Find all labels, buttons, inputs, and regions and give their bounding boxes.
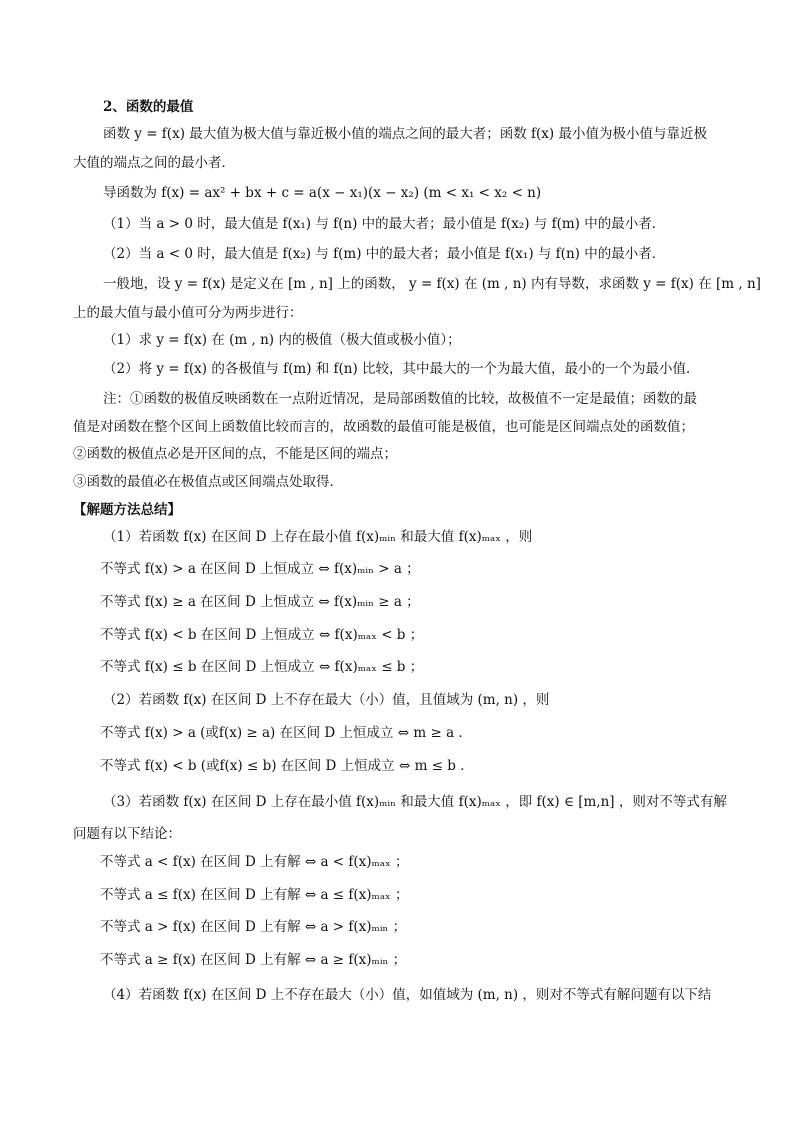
section-heading: 2、函数的最值 bbox=[103, 99, 194, 115]
note-line: 注：①函数的极值反映函数在一点附近情况，是局部函数值的比较，故极值不一定是最值；函数的最 bbox=[103, 391, 697, 407]
inequality-line: 不等式 a > f(x) 在区间 D 上有解 ⇔ a > f(x)ₘᵢₙ ； bbox=[100, 919, 407, 935]
paragraph-line: （1）若函数 f(x) 在区间 D 上存在最小值 f(x)ₘᵢₙ 和最大值 f(x)ₘₐₓ ，则 bbox=[103, 529, 533, 545]
paragraph-line: （2）若函数 f(x) 在区间 D 上不存在最大（小）值，且值域为 (m, n) ，则 bbox=[103, 692, 550, 708]
inequality-line: 不等式 f(x) < b (或f(x) ≤ b) 在区间 D 上恒成立 ⇔ m ≤ b ． bbox=[100, 758, 474, 774]
inequality-line: 不等式 f(x) < b 在区间 D 上恒成立 ⇔ f(x)ₘₐₓ < b ； bbox=[100, 627, 424, 643]
inequality-line: 不等式 a < f(x) 在区间 D 上有解 ⇔ a < f(x)ₘₐₓ ； bbox=[100, 854, 409, 870]
inequality-line: 不等式 f(x) ≥ a 在区间 D 上恒成立 ⇔ f(x)ₘᵢₙ ≥ a ； bbox=[100, 594, 420, 610]
inequality-line: 不等式 f(x) ≤ b 在区间 D 上恒成立 ⇔ f(x)ₘₐₓ ≤ b ； bbox=[100, 659, 424, 675]
inequality-line: 不等式 f(x) > a (或f(x) ≥ a) 在区间 D 上恒成立 ⇔ m ≥ a ． bbox=[100, 725, 472, 741]
paragraph-line: （4）若函数 f(x) 在区间 D 上不存在最大（小）值，如值域为 (m, n) ，则对不等式有解问题有以下结 bbox=[103, 987, 712, 1003]
step-line: （1）求 y = f(x) 在 (m , n) 内的极值（极大值或极小值）； bbox=[103, 332, 461, 348]
step-line: （2）将 y = f(x) 的各极值与 f(m) 和 f(n) 比较，其中最大的一个为最大值，最小的一个为最小值． bbox=[103, 361, 700, 377]
paragraph-line: （2）当 a < 0 时，最大值是 f(x₂) 与 f(m) 中的最大者；最小值是 f(x₁) 与 f(n) 中的最小者． bbox=[103, 246, 666, 262]
note-line: ③函数的最值必在极值点或区间端点处取得． bbox=[73, 474, 343, 490]
formula-line: 导函数为 f(x) = ax² + bx + c = a(x − x₁)(x − x₂) (m < x₁ < x₂ < n) bbox=[103, 185, 542, 201]
inequality-line: 不等式 f(x) > a 在区间 D 上恒成立 ⇔ f(x)ₘᵢₙ > a ； bbox=[100, 561, 420, 577]
inequality-line: 不等式 a ≤ f(x) 在区间 D 上有解 ⇔ a ≤ f(x)ₘₐₓ ； bbox=[100, 887, 409, 903]
paragraph-line: （1）当 a > 0 时，最大值是 f(x₁) 与 f(n) 中的最大者；最小值是 f(x₂) 与 f(m) 中的最小者． bbox=[103, 216, 666, 232]
note-line: 值是对函数在整个区间上函数值比较而言的，故函数的最值可能是极值，也可能是区间端点处的函数值； bbox=[73, 419, 694, 435]
paragraph-line: 函数 y = f(x) 最大值为极大值与靠近极小值的端点之间的最大者；函数 f(x) 最小值为极小值与靠近极 bbox=[103, 126, 707, 142]
paragraph-line: 上的最大值与最小值可分为两步进行： bbox=[73, 305, 303, 321]
paragraph-line: 一般地，设 y = f(x) 是定义在 [m , n] 上的函数， y = f(x) 在 (m , n) 内有导数，求函数 y = f(x) 在 [m , n] bbox=[103, 276, 761, 292]
inequality-line: 不等式 a ≥ f(x) 在区间 D 上有解 ⇔ a ≥ f(x)ₘᵢₙ ； bbox=[100, 952, 407, 968]
paragraph-line: （3）若函数 f(x) 在区间 D 上存在最小值 f(x)ₘᵢₙ 和最大值 f(x)ₘₐₓ ，即 f(x) ∈ [m,n] ，则对不等式有解 bbox=[103, 794, 727, 810]
note-line: ②函数的极值点必是开区间的点，不能是区间的端点； bbox=[73, 446, 397, 462]
summary-heading: 【解题方法总结】 bbox=[73, 502, 181, 518]
paragraph-line: 问题有以下结论： bbox=[73, 826, 181, 842]
paragraph-line: 大值的端点之间的最小者． bbox=[73, 155, 235, 171]
